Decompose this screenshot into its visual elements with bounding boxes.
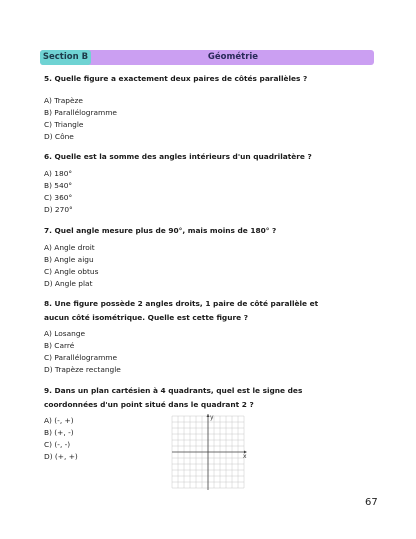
option-6d: D) 270° — [44, 205, 73, 214]
cartesian-plane — [170, 412, 250, 492]
option-5c: C) Triangle — [44, 120, 84, 129]
question-9: 9. Dans un plan cartésien à 4 quadrants, quel est le signe des coordonnées d'un point situé dans le quadrant 2 ? — [44, 386, 303, 409]
option-9b: B) (+, -) — [44, 428, 74, 437]
page-number: 67 — [365, 497, 378, 508]
x-axis-label: x — [243, 453, 247, 460]
option-7d: D) Angle plat — [44, 279, 93, 288]
option-5a: A) Trapèze — [44, 96, 83, 105]
option-7c: C) Angle obtus — [44, 267, 99, 276]
option-6a: A) 180° — [44, 169, 73, 178]
option-9c: C) (-, -) — [44, 440, 71, 449]
question-5: 5. Quelle figure a exactement deux paires de côtés parallèles ? — [44, 74, 308, 83]
question-7: 7. Quel angle mesure plus de 90°, mais moins de 180° ? — [44, 226, 277, 235]
section-label: Section B — [40, 50, 91, 65]
cartesian-grid-icon — [170, 412, 250, 492]
option-9a: A) (-, +) — [44, 416, 74, 425]
option-7a: A) Angle droit — [44, 243, 95, 252]
option-7b: B) Angle aigu — [44, 255, 94, 264]
question-6: 6. Quelle est la somme des angles intérieurs d'un quadrilatère ? — [44, 152, 312, 161]
option-9d: D) (+, +) — [44, 452, 78, 461]
option-6c: C) 360° — [44, 193, 73, 202]
option-8c: C) Parallélogramme — [44, 353, 118, 362]
option-5d: D) Cône — [44, 132, 74, 141]
option-6b: B) 540° — [44, 181, 73, 190]
section-title: Géométrie — [207, 52, 259, 62]
y-axis-label: y — [210, 414, 214, 421]
option-8b: B) Carré — [44, 341, 75, 350]
question-8: 8. Une figure possède 2 angles droits, 1 paire de côté parallèle et aucun côté isométrique. Quelle est cette figure ? — [44, 299, 319, 322]
option-5b: B) Parallélogramme — [44, 108, 117, 117]
option-8d: D) Trapèze rectangle — [44, 365, 121, 374]
option-8a: A) Losange — [44, 329, 86, 338]
